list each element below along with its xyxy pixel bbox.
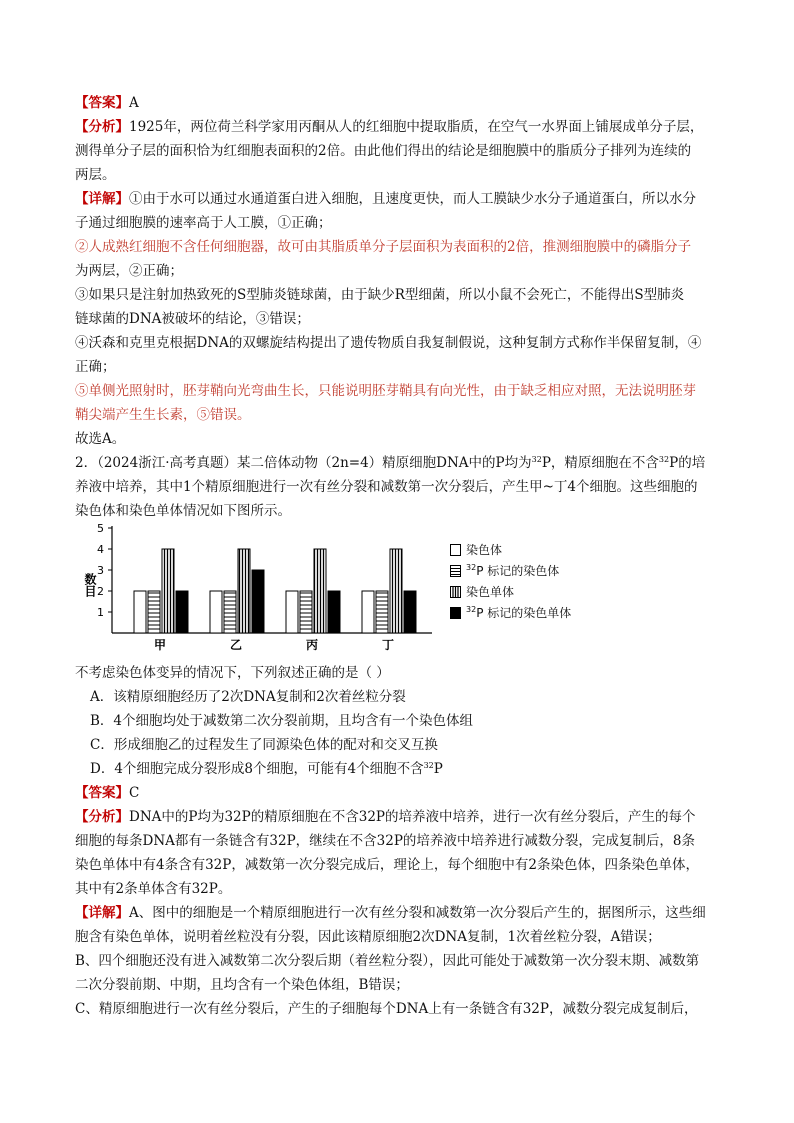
legend-label-text: P 标记的染色单体 <box>476 606 572 620</box>
legend-swatch-horizontal <box>450 565 462 578</box>
q1-analysis-line-1 <box>75 116 703 139</box>
analysis-text: 1925年，两位荷兰科学家用丙酮从人的红细胞中提取脂质，在空气一水界面上铺展成单分子层， <box>129 119 704 135</box>
detail-tag: 【详解】 <box>75 905 129 921</box>
q2-detail-line-1 <box>75 902 706 925</box>
q1-detail-line-8: 正确； <box>75 359 116 375</box>
legend-item <box>450 582 650 603</box>
bar <box>210 591 222 633</box>
q2-question: 不考虑染色体变异的情况下，下列叙述正确的是（ ） <box>75 665 390 681</box>
bar <box>252 570 264 633</box>
analysis-text: DNA中的P均为32P的精原细胞在不含32P的培养液中培养，进行一次有丝分裂后，产生的每个 <box>129 809 696 825</box>
option-d <box>90 758 443 781</box>
q1-detail-line-3: ②人成熟红细胞不含任何细胞器，故可由其脂质单分子层面积为表面积的2倍，推测细胞膜中的磷脂分子 <box>75 239 692 255</box>
q1-detail-line-10: 鞘尖端产生生长素，⑤错误。 <box>75 407 251 423</box>
legend-swatch-vertical <box>450 586 462 599</box>
option-b: B．4个细胞均处于减数第二次分裂前期，且均含有一个染色体组 <box>90 713 474 729</box>
q2-detail-line-5: C、精原细胞进行一次有丝分裂后，产生的子细胞每个DNA上有一条链含有32P，减数分裂完成复制后， <box>75 1001 698 1017</box>
bar <box>328 591 340 633</box>
q2-detail-line-2: 胞含有染色单体，说明着丝粒没有分裂，因此该精原细胞2次DNA复制，1次着丝粒分裂，A错误； <box>75 929 661 945</box>
answer-tag: 【答案】 <box>75 785 129 801</box>
bar <box>300 591 312 633</box>
answer-tag: 【答案】 <box>75 95 129 111</box>
bar <box>162 549 174 633</box>
q2-analysis-line-4: 其中有2条单体含有32P。 <box>75 881 232 897</box>
option-c: C．形成细胞乙的过程发生了同源染色体的配对和交叉互换 <box>90 737 438 753</box>
option-d-text: D．4个细胞完成分裂形成8个细胞，可能有4个细胞不含 <box>90 761 424 777</box>
legend-label: 染色单体 <box>466 585 515 599</box>
q1-analysis-line-2: 测得单分子层的面积恰为红细胞表面积的2倍。由此他们得出的结论是细胞膜中的脂质分子排列为连续的 <box>75 143 692 159</box>
bar <box>134 591 146 633</box>
detail-text: A、图中的细胞是一个精原细胞进行一次有丝分裂和减数第一次分裂后产生的，据图所示，这些细 <box>129 905 706 921</box>
bar <box>376 591 388 633</box>
legend-label <box>466 561 559 582</box>
q2-analysis-line-1 <box>75 806 696 829</box>
q2-stem-line-3: 染色体和染色单体情况如下图所示。 <box>75 503 291 519</box>
bar <box>390 549 402 633</box>
stem-text: P的培 <box>669 455 706 471</box>
q1-detail-line-9: ⑤单侧光照射时，胚芽鞘向光弯曲生长，只能说明胚芽鞘具有向光性，由于缺乏相应对照，无法说明胚芽 <box>75 383 696 399</box>
bar-chart-svg <box>82 523 442 653</box>
q1-detail-line-2: 子通过细胞膜的速率高于人工膜，①正确； <box>75 215 332 231</box>
legend-swatch-blank <box>450 544 462 557</box>
superscript: 32 <box>658 455 670 464</box>
q1-detail-line-5: ③如果只是注射加热致死的S型肺炎链球菌，由于缺少R型细菌，所以小鼠不会死亡，不能得出S型肺炎 <box>75 287 685 303</box>
legend-item <box>450 603 650 624</box>
q2-detail-line-3: B、四个细胞还没有进入减数第二次分裂后期（着丝粒分裂），因此可能处于减数第一次分裂末期、减数第 <box>75 953 700 969</box>
q2-analysis-line-3: 染色单体中有4条含有32P，减数第一次分裂完成后，理论上，每个细胞中有2条染色体，四条染色单体， <box>75 857 699 873</box>
category-label: 丙 <box>305 638 319 652</box>
q2-stem-line-1 <box>75 452 705 475</box>
bar <box>176 591 188 633</box>
superscript: 32 <box>531 455 542 464</box>
bar <box>224 591 236 633</box>
answer-value: C <box>129 785 140 801</box>
q2-stem-line-2: 养液中培养，其中1个精原细胞进行一次有丝分裂和减数第一次分裂后，产生甲~丁4个细胞。这些细胞的 <box>75 479 698 495</box>
category-label: 丁 <box>381 638 395 652</box>
analysis-tag: 【分析】 <box>75 119 129 135</box>
option-a: A．该精原细胞经历了2次DNA复制和2次着丝粒分裂 <box>90 689 406 705</box>
legend-item <box>450 540 650 561</box>
legend-label: 染色体 <box>466 543 503 557</box>
stem-text: 2．（2024浙江·高考真题）某二倍体动物（2n=4）精原细胞DNA中的P均为 <box>75 455 532 471</box>
legend-item <box>450 561 650 582</box>
superscript: 32 <box>466 563 477 572</box>
legend-label-text: P 标记的染色体 <box>476 564 560 578</box>
bar <box>238 549 250 633</box>
category-label: 甲 <box>153 638 167 652</box>
q1-analysis-line-3: 两层。 <box>75 167 116 183</box>
q1-detail-line-6: 链球菌的DNA被破坏的结论，③错误； <box>75 311 310 327</box>
detail-tag: 【详解】 <box>75 191 129 207</box>
bar <box>148 591 160 633</box>
legend-swatch-solid <box>450 607 462 620</box>
chart-legend <box>450 540 650 624</box>
y-tick-label: 4 <box>97 543 104 556</box>
q1-conclusion: 故选A。 <box>75 431 126 447</box>
q1-detail-line-4: 为两层，②正确； <box>75 263 183 279</box>
option-d-tail: P <box>433 761 443 777</box>
y-tick-label: 3 <box>97 564 104 577</box>
q1-detail-line-7: ④沃森和克里克根据DNA的双螺旋结构提出了遗传物质自我复制假说，这种复制方式称作半保留复制，④ <box>75 335 702 351</box>
bar <box>286 591 298 633</box>
detail-text: ①由于水可以通过水通道蛋白进入细胞，且速度更快，而人工膜缺少水分子通道蛋白，所以水分 <box>129 191 696 207</box>
q2-answer-line <box>75 782 139 805</box>
superscript: 32 <box>423 761 434 770</box>
y-axis-label: 数目 <box>83 573 97 597</box>
superscript: 32 <box>466 605 477 614</box>
q2-detail-line-4: 二次分裂前期、中期，且均含有一个染色体组，B错误； <box>75 977 409 993</box>
analysis-tag: 【分析】 <box>75 809 129 825</box>
stem-text: P，精原细胞在不含 <box>541 455 659 471</box>
legend-label <box>466 603 571 624</box>
answer-value: A <box>129 95 139 111</box>
bar <box>404 591 416 633</box>
y-tick-label: 2 <box>97 585 104 598</box>
q2-analysis-line-2: 细胞的每条DNA都有一条链含有32P，继续在不含32P的培养液中培养进行减数分裂，完成复制后，8条 <box>75 833 695 849</box>
q1-answer-line <box>75 92 139 115</box>
q1-detail-line-1 <box>75 188 696 211</box>
category-label: 乙 <box>229 638 243 652</box>
bar <box>314 549 326 633</box>
y-tick-label: 5 <box>97 522 104 535</box>
y-tick-label: 1 <box>97 606 104 619</box>
bar <box>362 591 374 633</box>
